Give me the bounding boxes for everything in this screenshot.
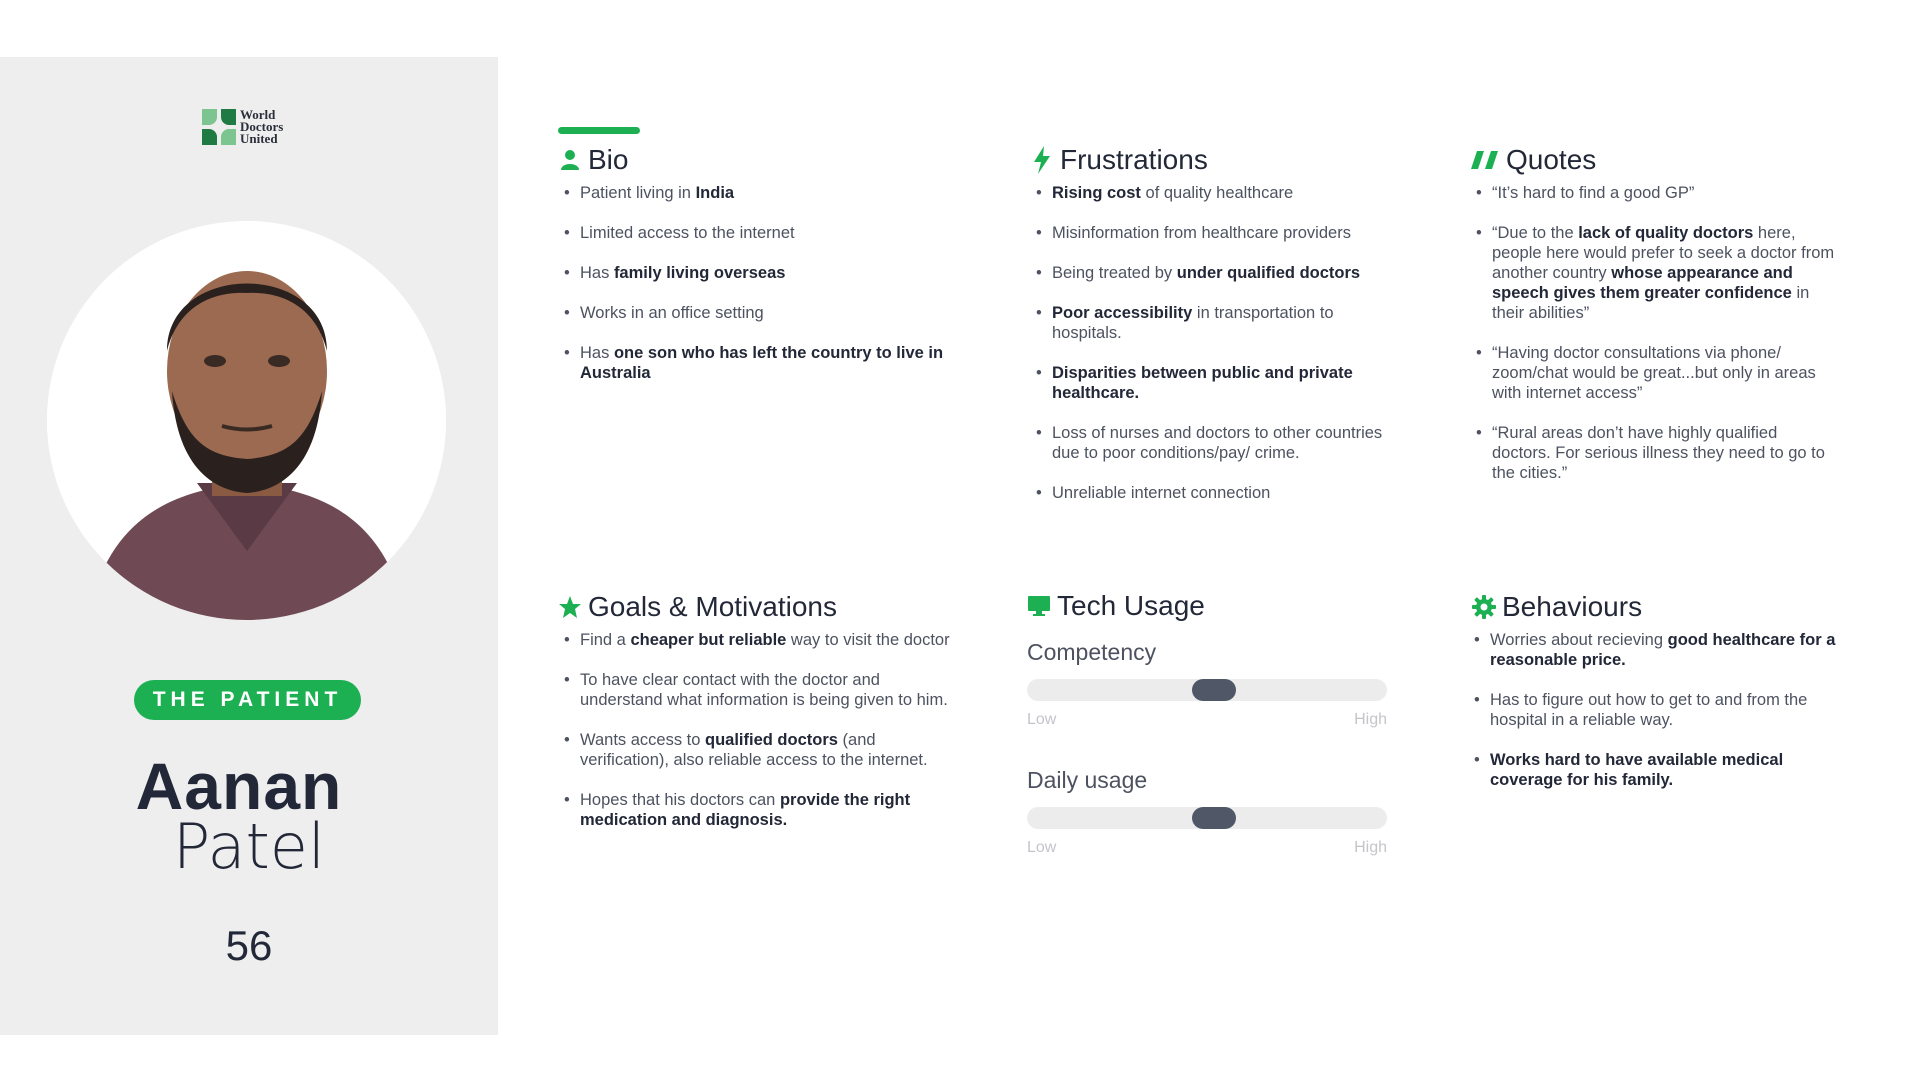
list-item-text: Wants access to: [580, 731, 706, 749]
list-item: [1472, 690, 1842, 730]
competency-track: [1027, 679, 1387, 701]
list-item-text: Works in an office setting: [580, 304, 764, 322]
list-item: [1030, 363, 1400, 403]
competency-high-label: High: [1354, 711, 1387, 728]
list-item: [1470, 223, 1840, 323]
frustrations-section: [1030, 143, 1400, 523]
list-item: [558, 223, 958, 243]
list-item-text: (and verification), also reliable access to the internet.: [580, 731, 928, 769]
list-item-text: one son who has left the country to live in Australia: [580, 344, 944, 382]
bio-list: [558, 183, 958, 383]
frustrations-heading: [1030, 143, 1400, 177]
list-item-text: Has to figure out how to get to and from the hospital in a reliable way.: [1490, 691, 1808, 729]
list-item: [1472, 630, 1842, 670]
list-item-text: “Having doctor consultations via phone/ zoom/chat would be great...but only in areas with internet access”: [1492, 344, 1816, 402]
persona-photo: [47, 200, 446, 620]
behaviours-title: Behaviours: [1502, 591, 1643, 622]
list-item-text: Being treated by: [1052, 264, 1177, 282]
list-item-text: Has: [580, 344, 614, 362]
list-item-text: Poor accessibility: [1052, 304, 1193, 322]
persona-role-badge: THE PATIENT: [134, 680, 361, 720]
list-item-text: in their abilities”: [1492, 284, 1810, 322]
competency-slider: [1027, 639, 1397, 729]
bio-title: Bio: [588, 144, 629, 175]
daily-usage-track: [1027, 807, 1387, 829]
goals-list: [558, 630, 958, 830]
list-item-text: good healthcare for a reasonable price.: [1490, 631, 1836, 669]
daily-usage-high-label: High: [1354, 839, 1387, 856]
list-item-text: Misinformation from healthcare providers: [1052, 224, 1351, 242]
list-item-text: “Due to the: [1492, 224, 1579, 242]
list-item-text: Limited access to the internet: [580, 224, 795, 242]
person-icon: [558, 148, 582, 172]
persona-first-name: Aanan: [135, 749, 343, 823]
behaviours-heading: [1472, 590, 1842, 624]
goals-section: [558, 590, 958, 850]
list-item-text: To have clear contact with the doctor and understand what information is being given to him.: [580, 671, 948, 709]
list-item: [558, 730, 958, 770]
monitor-icon: [1027, 594, 1051, 618]
list-item-text: here, people here would prefer to seek a doctor from another country: [1492, 224, 1835, 282]
list-item-text: cheaper but reliable: [630, 631, 787, 649]
list-item-text: Worries about recieving: [1490, 631, 1668, 649]
list-item-text: Disparities between public and private healthcare.: [1052, 364, 1353, 402]
quotes-title: Quotes: [1506, 144, 1597, 175]
frustrations-title: Frustrations: [1060, 144, 1208, 175]
brand-logo: [202, 109, 283, 145]
list-item-text: Has: [580, 264, 614, 282]
list-item-text: India: [695, 184, 735, 202]
competency-label: Competency: [1027, 639, 1157, 665]
list-item: [1030, 483, 1400, 503]
goals-title: Goals & Motivations: [588, 591, 837, 622]
list-item-text: in transportation to hospitals.: [1052, 304, 1334, 342]
tech-section: [1027, 589, 1397, 857]
persona-last-name: Patel: [172, 810, 326, 883]
quotes-heading: [1470, 143, 1840, 177]
list-item: [1030, 183, 1400, 203]
list-item: [558, 790, 958, 830]
tech-title: Tech Usage: [1057, 590, 1205, 621]
daily-usage-slider: [1027, 767, 1397, 857]
quotes-section: [1470, 143, 1840, 503]
behaviours-list: [1472, 630, 1842, 790]
list-item: [558, 670, 958, 710]
list-item-text: Unreliable internet connection: [1052, 484, 1271, 502]
list-item-text: Find a: [580, 631, 631, 649]
list-item-text: of quality healthcare: [1140, 184, 1294, 202]
list-item: [558, 630, 958, 650]
list-item: [1030, 303, 1400, 343]
competency-thumb: [1192, 679, 1236, 701]
list-item-text: qualified doctors: [705, 731, 838, 749]
behaviours-section: [1472, 590, 1842, 810]
list-item-text: lack of quality doctors: [1578, 224, 1754, 242]
list-item-text: Patient living in: [580, 184, 696, 202]
tech-heading: [1027, 589, 1397, 623]
list-item: [1030, 423, 1400, 463]
list-item-text: family living overseas: [613, 264, 786, 282]
frustrations-list: [1030, 183, 1400, 503]
daily-usage-label: Daily usage: [1027, 767, 1148, 793]
quotes-list: [1470, 183, 1840, 483]
list-item: [558, 343, 958, 383]
list-item-text: Works hard to have available medical coverage for his family.: [1490, 751, 1784, 789]
list-item: [1472, 750, 1842, 790]
quote-icon: [1470, 148, 1500, 172]
daily-usage-low-label: Low: [1027, 839, 1057, 856]
gear-icon: [1472, 595, 1496, 619]
goals-heading: [558, 590, 958, 624]
logo-mark-icon: [202, 109, 236, 145]
list-item: [558, 183, 958, 203]
list-item: [1470, 423, 1840, 483]
list-item: [558, 303, 958, 323]
star-icon: [558, 595, 582, 619]
list-item-text: under qualified doctors: [1176, 264, 1361, 282]
persona-age: 56: [225, 922, 273, 969]
list-item-text: “It’s hard to find a good GP”: [1492, 184, 1695, 202]
list-item-text: Rising cost: [1052, 184, 1141, 202]
daily-usage-thumb: [1192, 807, 1236, 829]
list-item: [1030, 263, 1400, 283]
list-item: [1030, 223, 1400, 243]
list-item: [1470, 343, 1840, 403]
bio-heading: [558, 143, 958, 177]
competency-low-label: Low: [1027, 711, 1057, 728]
bio-section: [558, 143, 958, 403]
accent-divider: [558, 127, 640, 134]
logo-text: World Doctors United: [240, 107, 284, 146]
list-item-text: Loss of nurses and doctors to other countries due to poor conditions/pay/ crime.: [1052, 424, 1383, 462]
list-item: [1470, 183, 1840, 203]
list-item-text: Hopes that his doctors can: [580, 791, 780, 809]
list-item-text: “Rural areas don’t have highly qualified doctors. For serious illness they need to go to the cities.”: [1492, 424, 1825, 482]
list-item: [558, 263, 958, 283]
list-item-text: whose appearance and speech gives them greater confidence: [1492, 264, 1793, 302]
list-item-text: way to visit the doctor: [786, 631, 950, 649]
lightning-icon: [1030, 148, 1054, 172]
list-item-text: provide the right medication and diagnosis.: [580, 791, 911, 829]
